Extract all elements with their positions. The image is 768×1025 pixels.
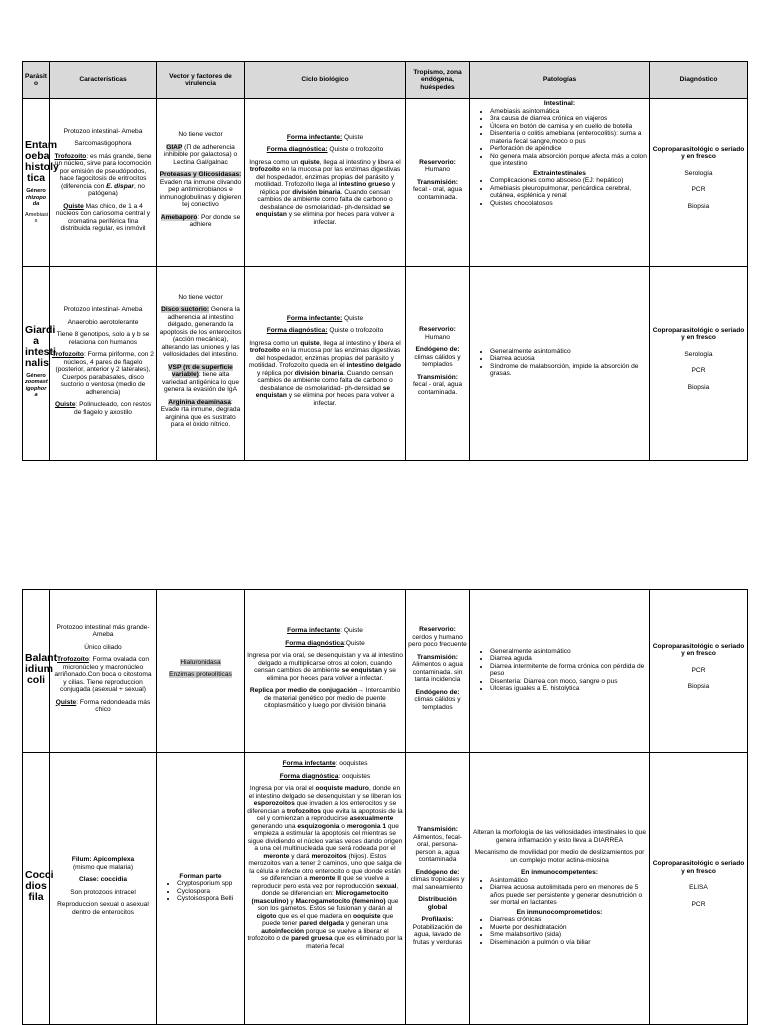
endogeno-label: Endógeno de: xyxy=(415,346,460,353)
inmunocomprometidos-list xyxy=(472,916,647,946)
extraintestinal-list xyxy=(472,177,647,207)
car-text: Anaerobio aerotolerante xyxy=(67,318,139,326)
parasite-cell xyxy=(23,590,58,753)
transmision-label: Transmisión: xyxy=(416,373,459,381)
diagnostico-item: Biopsia xyxy=(687,383,710,391)
dispar-text: E. dispar xyxy=(106,182,134,190)
list-item: • Úlceras iguales a E. histolytica xyxy=(490,685,647,693)
ciclo-cell xyxy=(245,99,406,267)
list-item: • Complicaciones como absceso (EJ: hepático) xyxy=(490,177,647,185)
patologias-cell xyxy=(470,267,650,461)
tropismo-cell xyxy=(406,590,470,753)
caracteristicas-cell xyxy=(50,590,157,753)
car-text: Son protozoos intracel xyxy=(70,888,136,896)
parasite-cell xyxy=(23,99,59,267)
car-text: Reproduccion sexual o asexual dentro de enterocitos xyxy=(57,901,149,916)
quiste-text: Mas chico, de 1 a 4 núcleos con cariosoma central y cromatina periférica fina distribuida regular, es inmóvil xyxy=(55,202,151,232)
inmunocompetentes-label: En inmunocompetentes xyxy=(521,869,596,876)
quiste-label: Quiste xyxy=(55,698,77,706)
tropismo-cell xyxy=(406,267,470,461)
caracteristicas-cell xyxy=(50,99,157,267)
forma-diagnostica-value: : ooquistes xyxy=(338,772,371,780)
transmision-value: Alimentos o agua contaminada. sin tanta incidencia xyxy=(412,661,463,683)
patologia-text: Alteran la morfología de las vellosidades intestinales lo que genera inflamación y esto lleva a DIARREA xyxy=(472,829,646,844)
list-item: • Diarrea acuosa xyxy=(490,355,647,363)
distribucion-label: Distribución global xyxy=(418,896,457,911)
forma-infectante-value: Quiste xyxy=(342,314,364,322)
disco-text: Genera la adherencia al intestino delgado, generando la apoptosis de los enterocitos (acción mecánica), alterando las uniones y las vellosidades del intestino. xyxy=(159,306,242,358)
list-item: • Cyclospora xyxy=(177,888,242,896)
diagnostico-item: Biopsia xyxy=(687,202,710,210)
vsp-label: VSP (π de superficie variable) xyxy=(168,363,233,378)
diagnostico-item: Serología xyxy=(684,350,713,358)
reservorio-label: Reservorio: xyxy=(419,158,456,166)
reservorio-label: Reservorio: xyxy=(419,626,456,633)
forma-diagnostica-value: Quiste o trofozoíto xyxy=(327,327,384,335)
diagnostico-cell xyxy=(650,590,748,753)
genero-label: Género xyxy=(26,372,46,379)
filum-note: (mismo que malaria) xyxy=(72,863,134,871)
transmision-value: Alimentos, fecal-oral, persona-person a, agua contaminada xyxy=(413,833,462,863)
car-text: Protozoo intestinal- Ameba xyxy=(63,127,143,135)
forman-parte-list xyxy=(159,880,242,903)
profilaxis-value: Potabilización de agua, lavado de frutas y verduras xyxy=(412,923,463,946)
table-row-coccidios xyxy=(23,753,748,1025)
hialuronidasa-text: Hialuronidasa xyxy=(180,658,221,666)
table-row-balantidium xyxy=(23,590,748,753)
enzimas-text: Enzimas proteolíticas xyxy=(169,671,232,678)
patologias-cell xyxy=(470,590,650,753)
clase-text: Clase: coccidia xyxy=(78,876,127,883)
parasite-name: Cocci dios fila xyxy=(25,869,54,903)
ciclo-text: Ingresa como un quiste, llega al intestino y libera el trofozoíto en la mucosa por las enzimas digestivas del hospedador, enzimas propias del parásito y motilidad. Trofozoíto queda en el intestino delgado y réplica por división binaria. Cuando censan cambios de ambiente como falta de carbono o desbalance de osmolaridad- ph-densidad se enquistan y se elimina por heces para volver a infectar. xyxy=(248,339,402,407)
vsp-text: : tiene alta variedad antigénica lo que genera la evasión de IgA xyxy=(162,371,239,393)
ciclo-text: Ingresa como un quiste, llega al intestino y libera el trofozoíto en la mucosa por las enzimas digestivas del hospedador, enzimas propias del parásito y motilidad. Trofozoíto llega al intestino grueso y réplica por división binaria. Cuando censan cambios de ambiente como falta de carbono o desbalance de osmolaridad- ph-densidad se enquistan y se elimina por heces para volver a infectar. xyxy=(249,158,401,226)
reservorio-label: Reservorio: xyxy=(419,326,456,333)
diagnostico-cell xyxy=(650,267,748,461)
quiste-label: Quiste xyxy=(63,202,84,210)
trofozoito-text-end: , no patógena) xyxy=(88,182,145,197)
replica-text: Replica por medio de conjugación→ Intercambio de material genético por medio de puente citoplasmático y luego por división binaria xyxy=(249,687,401,710)
header-row xyxy=(23,62,748,99)
patologias-list xyxy=(472,648,647,693)
amebaporo-text: : Por donde se adhiere xyxy=(189,213,241,229)
forma-infectante-label: Forma infectante xyxy=(282,760,336,767)
diagnostico-item: PCR xyxy=(691,367,706,375)
diagnostico-item: Coproparasitológic o seriado y en fresco xyxy=(652,326,745,342)
trofozoito-text: : es más grande, tiene un núcleo, sirve para locomoción por emisión de pseudópodos, hace fagocitosis de eritrocitos (diferencia con xyxy=(54,152,152,190)
transmision-label: Transmisión: xyxy=(416,178,459,186)
intestinal-list xyxy=(472,108,647,168)
list-item: • Sme malabsortivo (sida) xyxy=(490,931,647,939)
list-item: • Quistes chocolatosos xyxy=(490,200,647,208)
forma-infectante-value: : ooquistes xyxy=(335,760,368,767)
car-text: Protozoo intestinal- Ameba xyxy=(63,306,143,313)
patologias-list xyxy=(472,348,647,378)
parasite-table-2 xyxy=(22,589,748,1025)
parasite-name: Entam oeba histoly tica xyxy=(25,139,59,185)
forma-infectante-label: Forma infectante xyxy=(287,627,341,635)
car-text: Sarcomastigophora xyxy=(74,140,132,147)
intestinal-label: Intestinal xyxy=(543,100,573,107)
quiste-label: Quiste xyxy=(54,401,76,408)
forma-diagnostica-label: Forma diagnóstica xyxy=(279,772,339,780)
ciclo-text: Ingresa por vía oral el ooquiste maduro, donde en el intestino delgado se desenquistan y se liberan los esporozoitos que invaden a los enterocitos y se diferencian a trofozoitos que evita la apoptosis de la cel y comienzan a reproducirse asexualmente generando una esquizogonia o merogonia 1 que empieza a estimular la apoptosis cel mientras se sigue dividiendo el núcleo varias veces dando origen a una cel multinucleada que será rodeada por el meronte y dará merozoitos (hijos). Estos merozoitos van a tener 2 caminos, uno que salga de la célula e infecte otro enterocito o que donde están se diferencian a meronte ll que se vuelve a reproducir pero esta vez por reproducción sexual, donde se diferencian en: Microgametocito (masculino) y Macrogametocito (femenino) que son los gametos. Estos se fusionan y darán al cigoto que es el que madera en ooquiste que puede tener pared delgada y generan una autoinfección porque se vuelve a liberar el trofozoito o de pared gruesa que es eliminado por la materia fecal xyxy=(247,785,403,950)
transmision-value: fecal - oral, agua contaminada. xyxy=(412,381,463,396)
reservorio-value: Humano xyxy=(425,166,450,174)
parasite-cell xyxy=(23,267,56,461)
header-diagnostico: Diagnóstico xyxy=(650,62,748,99)
arginina-label: Arginina deaminasa xyxy=(168,398,231,406)
diagnostico-item: Coproparasitológic o seriado y en fresco xyxy=(652,860,745,875)
car-text: Único ciliado xyxy=(84,643,122,651)
parasite-name: Giardi a intesti nalis xyxy=(25,323,56,369)
diagnostico-item: Coproparasitológic o seriado y en fresco xyxy=(652,145,745,161)
header-patologias: Patologías xyxy=(470,62,650,99)
list-item: • Diarrea aguda xyxy=(490,655,647,663)
forma-diagnostica-label: Forma diagnóstica: xyxy=(266,146,328,154)
inmunocompetentes-list xyxy=(472,877,647,907)
caracteristicas-cell xyxy=(50,267,157,461)
quiste-text: : Forma redondeada más chico xyxy=(76,698,151,713)
vector-text: No tiene vector xyxy=(178,131,223,139)
endogeno-value: climas cálidos y templados xyxy=(414,353,461,368)
endogeno-label: Endógeno de: xyxy=(415,868,460,876)
giap-label: GIAP xyxy=(166,143,183,151)
vector-text: No tiene vector xyxy=(178,293,223,301)
list-item: • Síndrome de malabsorción, impide la absorción de grasas. xyxy=(490,363,647,378)
diagnostico-item: PCR xyxy=(691,186,706,194)
caracteristicas-cell xyxy=(50,753,157,1025)
list-item: • Amebiasis asintomática xyxy=(490,108,647,116)
header-caracteristicas: Características xyxy=(50,62,157,99)
vector-cell xyxy=(157,753,245,1025)
tropismo-cell xyxy=(406,99,470,267)
diagnostico-item: PCR xyxy=(691,666,706,674)
list-item: • Asintomático xyxy=(490,877,647,885)
extraintestinal-label: Extraintestinales xyxy=(533,169,586,177)
proteasas-text: Evaden rta inmune clivando pep antimicrobianos e inmunoglobulinas y digieren tej conectivo xyxy=(159,178,242,209)
list-item: • Perforación de apéndice xyxy=(490,145,647,153)
forma-infectante-label: Forma infectante: xyxy=(286,133,343,141)
list-item: • Úlcera en botón de camisa y en cuello de botella xyxy=(490,123,647,131)
trofozoito-label: Trofozoíto xyxy=(54,152,87,160)
table-row-giardia xyxy=(23,267,748,461)
disease-name: Amebiasi s xyxy=(25,211,49,225)
disco-label: Disco suctorio: xyxy=(161,306,210,313)
vector-cell xyxy=(157,267,245,461)
list-item: • Diarreas crónicas xyxy=(490,916,647,924)
forma-diagnostica-value: Quiste o trofozoíto xyxy=(327,146,384,154)
parasite-table-1 xyxy=(22,61,748,461)
inmunocomprometidos-label: En inmunocomprometidos xyxy=(516,908,601,916)
proteasas-label: Proteasas y Glicosidasas: xyxy=(159,171,242,179)
list-item: • Diseminación a pulmón o vía biliar xyxy=(490,939,647,947)
genero-value: rhizopo da xyxy=(25,194,47,208)
diagnostico-item: Serología xyxy=(684,169,713,177)
forma-diagnostica-value: :Quiste xyxy=(343,639,365,647)
forma-diagnostica-label: Forma diagnóstica xyxy=(285,639,344,647)
patologias-cell: Alteran la morfología de las vellosidades intestinales lo que genera inflamación y esto lleva a DIARREA Mecanismo de movilidad por medio de deslizamientos por un complejo motor actina-miosina En inmunocompetentes: • Asintomático • Diarrea acuosa autolimitada pero en menores de 5 años puede ser persistente y generar desnutrición o ser mortal en lactantes En inmunocomprometidos: • Diarreas crónicas • Muerte por deshidratación • Sme malabsortivo (sida) • Diseminación a pulmón o vía biliar xyxy=(470,753,650,1025)
list-item: • Amebiasis pleuropulmonar, pericárdica cerebral, cutánea, esplénica y renal xyxy=(490,185,647,200)
list-item: • Generalmente asintomático xyxy=(490,648,647,656)
trofozoito-text: : Forma ovalada con micronúcleo y macronúcleo arriñonado.Con boca o citostoma y cilias. Tiene reproduccion conjugada (asexual + sexual) xyxy=(54,656,152,693)
forman-parte-label: Forman parte xyxy=(179,872,222,880)
list-item: • Diarrea intermitente de forma crónica con pérdida de peso xyxy=(490,663,647,678)
transmision-label: Transmisión: xyxy=(416,826,459,833)
list-item: • Disentería: Diarrea con moco, sangre o pus xyxy=(490,678,647,686)
giap-text: (Π de adherencia inhibible por galactosa) o Lectina Gal/galnac xyxy=(163,143,238,166)
header-parasito: Parásit o xyxy=(23,62,50,99)
genero-label: Género xyxy=(26,188,46,195)
arginina-text: : Evade rta inmune, degrada arginina que es sustrato para el óxido nítrico. xyxy=(160,398,241,428)
header-tropismo: Tropismo, zona endógena, huéspedes xyxy=(406,62,470,99)
genero-value: zoomast igophor a xyxy=(25,379,48,398)
list-item: • Muerte por deshidratación xyxy=(490,924,647,932)
list-item: • Disentería o colitis amebiana (enterocolitis): suma a materia fecal sangre,moco o pus xyxy=(490,130,647,145)
header-vector: Vector y factores de virulencia xyxy=(157,62,245,99)
list-item: • Cryptosporium spp xyxy=(177,880,242,888)
quiste-text: : Polinucleado, con restos de flagelo y axostilo xyxy=(74,401,152,416)
endogeno-value: climas cálidos y templados xyxy=(414,696,461,711)
trofozoito-label: Trofozoíto xyxy=(52,351,84,358)
list-item: • 3ra causa de diarrea crónica en viajeros xyxy=(490,115,647,123)
list-item: • Generalmente asintomático xyxy=(490,348,647,356)
forma-diagnostica-label: Forma diagnóstica: xyxy=(266,327,328,335)
forma-infectante-label: Forma infectante: xyxy=(286,314,343,322)
ciclo-cell xyxy=(245,267,406,461)
profilaxis-label: Profilaxis: xyxy=(421,916,454,923)
parasite-name: Balant idium coli xyxy=(25,651,58,686)
ciclo-cell xyxy=(245,590,406,753)
filum-text: Filum: Apicomplexa xyxy=(71,856,135,863)
parasite-cell xyxy=(23,753,54,1025)
tropismo-cell xyxy=(406,753,470,1025)
reservorio-value: Humano xyxy=(425,333,450,341)
patologia-text: Mecanismo de movilidad por medio de deslizamientos por un complejo motor actina-miosina xyxy=(474,849,645,864)
amebaporo-label: Amebaporo xyxy=(160,213,198,221)
diagnostico-item: ELISA xyxy=(689,884,708,891)
diagnostico-item: Biopsia xyxy=(687,683,710,690)
trofozoito-label: Trofozoíto xyxy=(57,656,89,663)
header-ciclo: Ciclo biológico xyxy=(245,62,406,99)
trofozoito-text: : Forma piriforme, con 2 núcleos, 4 pares de flagelo (posterior, anterior y 2 laterales), Cuerpos parabasales, disco suctorio o ventosa (medio de adherencia) xyxy=(55,351,154,396)
diagnostico-cell xyxy=(650,753,748,1025)
forma-infectante-value: Quiste xyxy=(342,133,364,141)
ciclo-cell xyxy=(245,753,406,1025)
reservorio-value: cerdos y humano pero poco frecuente xyxy=(408,633,467,648)
endogeno-value: climas tropicales y mal saneamiento xyxy=(410,876,465,891)
table-row-entamoeba xyxy=(23,99,748,267)
diagnostico-cell xyxy=(650,99,748,267)
forma-infectante-value: : Quiste xyxy=(340,627,363,635)
car-text: Tiene 8 genotipos, solo a y b se relaciona con humanos xyxy=(56,331,150,346)
ciclo-text: Ingresa por vía oral, se desenquistan y va al intestino delgado a multiplicarse otros al colon, cuando censan cambios de ambiente se enquistan y se elimina por heces para volver a infectar. xyxy=(247,652,403,682)
car-text: Protozoo intestinal más grande- Ameba xyxy=(56,623,150,638)
transmision-value: fecal - oral, agua contaminada. xyxy=(412,186,463,201)
list-item: • Cystoisospora Belli xyxy=(177,895,242,903)
diagnostico-item: Coproparasitológic o seriado y en fresco xyxy=(652,642,745,657)
transmision-label: Transmisión: xyxy=(416,653,459,661)
patologias-cell: Intestinal: • Amebiasis asintomática • 3ra causa de diarrea crónica en viajeros • Úlcera en botón de camisa y en cuello de botella • Disentería o colitis amebiana (enterocolitis): suma a materia fecal sangre,moco o pus • Perforación de apéndice • No genera mala absorción porque afecta más a colon que intestino Extraintestinales • Complicaciones como absceso (EJ: hepático) • Amebiasis pleuropulmonar, pericárdica cerebral, cutánea, esplénica y renal • Quistes chocolatosos xyxy=(470,99,650,267)
vector-cell xyxy=(157,99,245,267)
diagnostico-item: PCR xyxy=(691,900,706,908)
vector-cell xyxy=(157,590,245,753)
list-item: • Diarrea acuosa autolimitada pero en menores de 5 años puede ser persistente y generar desnutrición o ser mortal en lactantes xyxy=(490,884,647,907)
endogeno-label: Endógeno de: xyxy=(415,688,460,696)
list-item: • No genera mala absorción porque afecta más a colon que intestino xyxy=(490,153,647,168)
